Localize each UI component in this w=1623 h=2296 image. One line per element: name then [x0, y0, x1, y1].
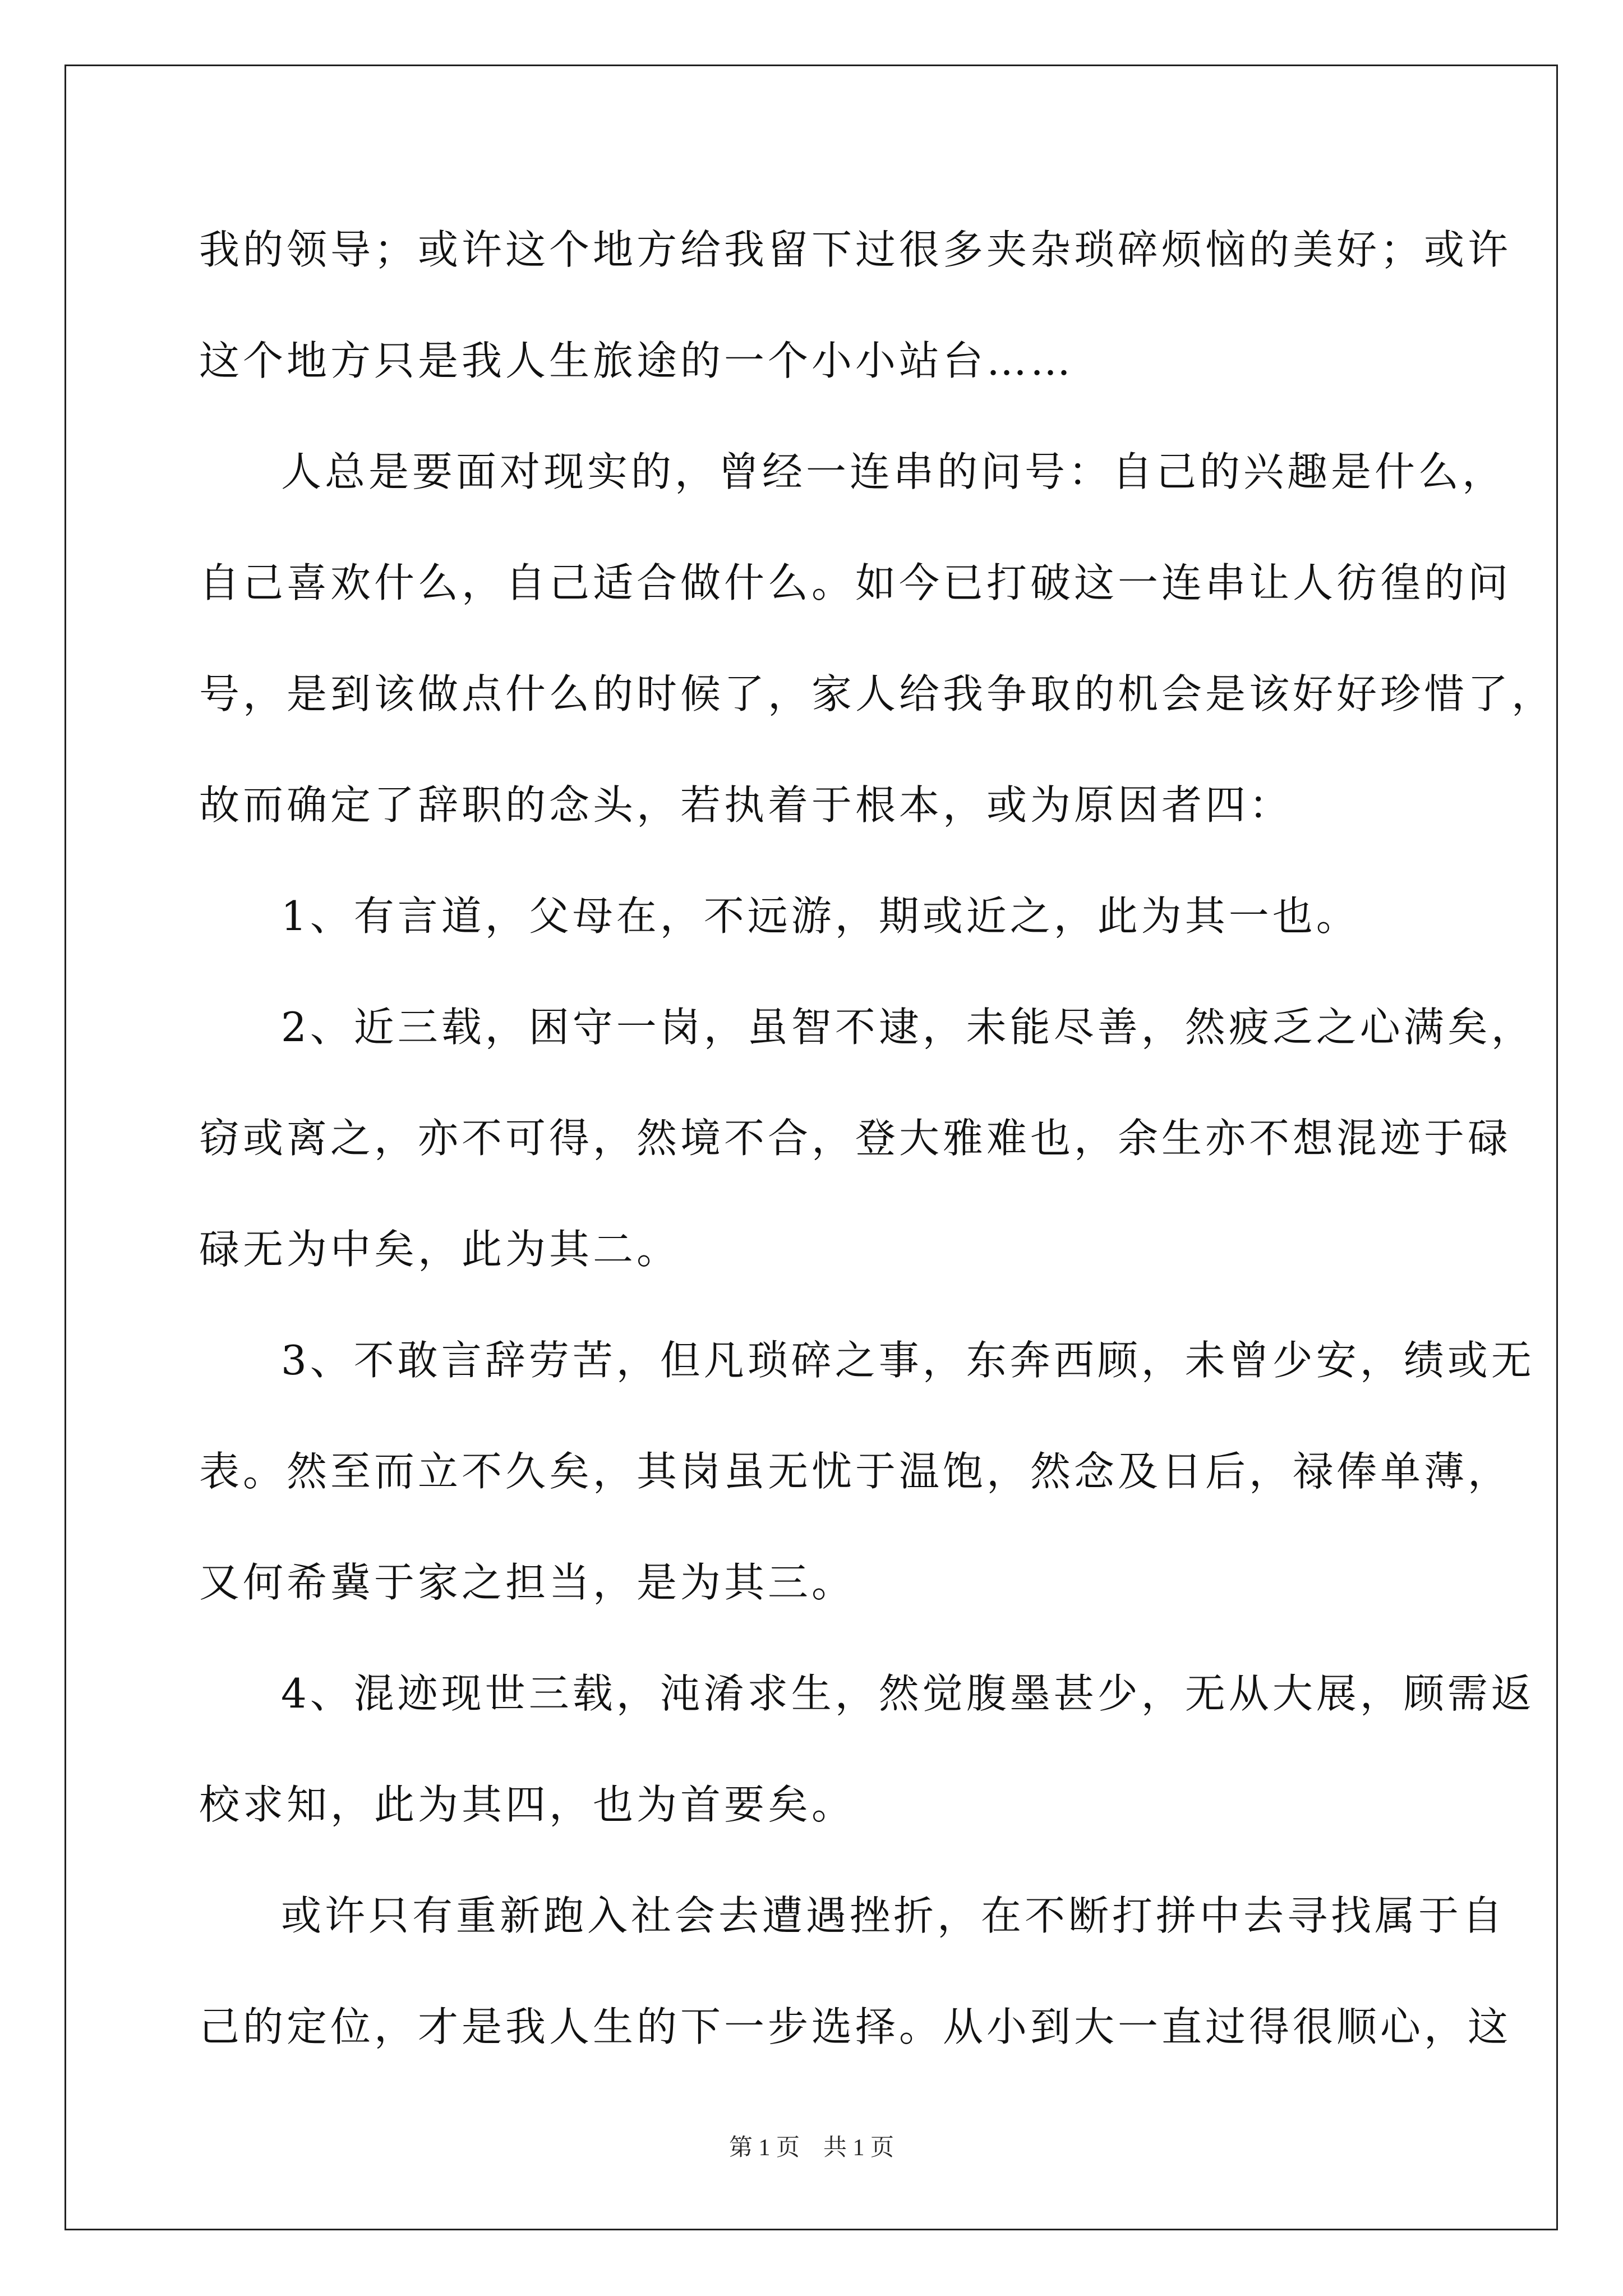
- text-line: 表。然至而立不久矣，其岗虽无忧于温饱，然念及日后，禄俸单薄，: [199, 1448, 1512, 1495]
- text-line: 号，是到该做点什么的时候了，家人给我争取的机会是该好好珍惜了，: [199, 670, 1556, 717]
- text-line: 这个地方只是我人生旅途的一个小小站台……: [199, 337, 1075, 384]
- text-line: 自己喜欢什么，自己适合做什么。如今已打破这一连串让人彷徨的问: [199, 559, 1512, 606]
- list-item-1: 1、有言道，父母在，不远游，期或近之，此为其一也。: [281, 892, 1360, 940]
- document-body: [199, 208, 1556, 2096]
- paragraph-start-line: 或许只有重新跑入社会去遭遇挫折，在不断打拼中去寻找属于自: [281, 1892, 1506, 1939]
- paragraph-start-line: 人总是要面对现实的，曾经一连串的问号：自己的兴趣是什么，: [281, 448, 1506, 495]
- text-line: 我的领导；或许这个地方给我留下过很多夹杂琐碎烦恼的美好；或许: [199, 226, 1512, 273]
- list-item-4: 4、混迹现世三载，沌淆求生，然觉腹墨甚少，无从大展，顾需返: [281, 1670, 1535, 1717]
- list-item-2: 2、近三载，困守一岗，虽智不逮，未能尽善，然疲乏之心满矣，: [281, 1004, 1535, 1051]
- text-line: 己的定位，才是我人生的下一步选择。从小到大一直过得很顺心，这: [199, 2003, 1512, 2050]
- text-line: 窃或离之，亦不可得，然境不合，登大雅难也，余生亦不想混迹于碌: [199, 1115, 1512, 1162]
- text-line: 又何希冀于家之担当，是为其三。: [199, 1559, 856, 1606]
- text-line: 校求知，此为其四，也为首要矣。: [199, 1781, 856, 1828]
- text-line: 故而确定了辞职的念头，若执着于根本，或为原因者四：: [199, 781, 1293, 829]
- text-line: 碌无为中矣，此为其二。: [199, 1226, 681, 1273]
- list-item-3: 3、不敢言辞劳苦，但凡琐碎之事，东奔西顾，未曾少安，绩或无: [281, 1337, 1535, 1384]
- page-number-footer: 第 1 页 共 1 页: [728, 2135, 894, 2161]
